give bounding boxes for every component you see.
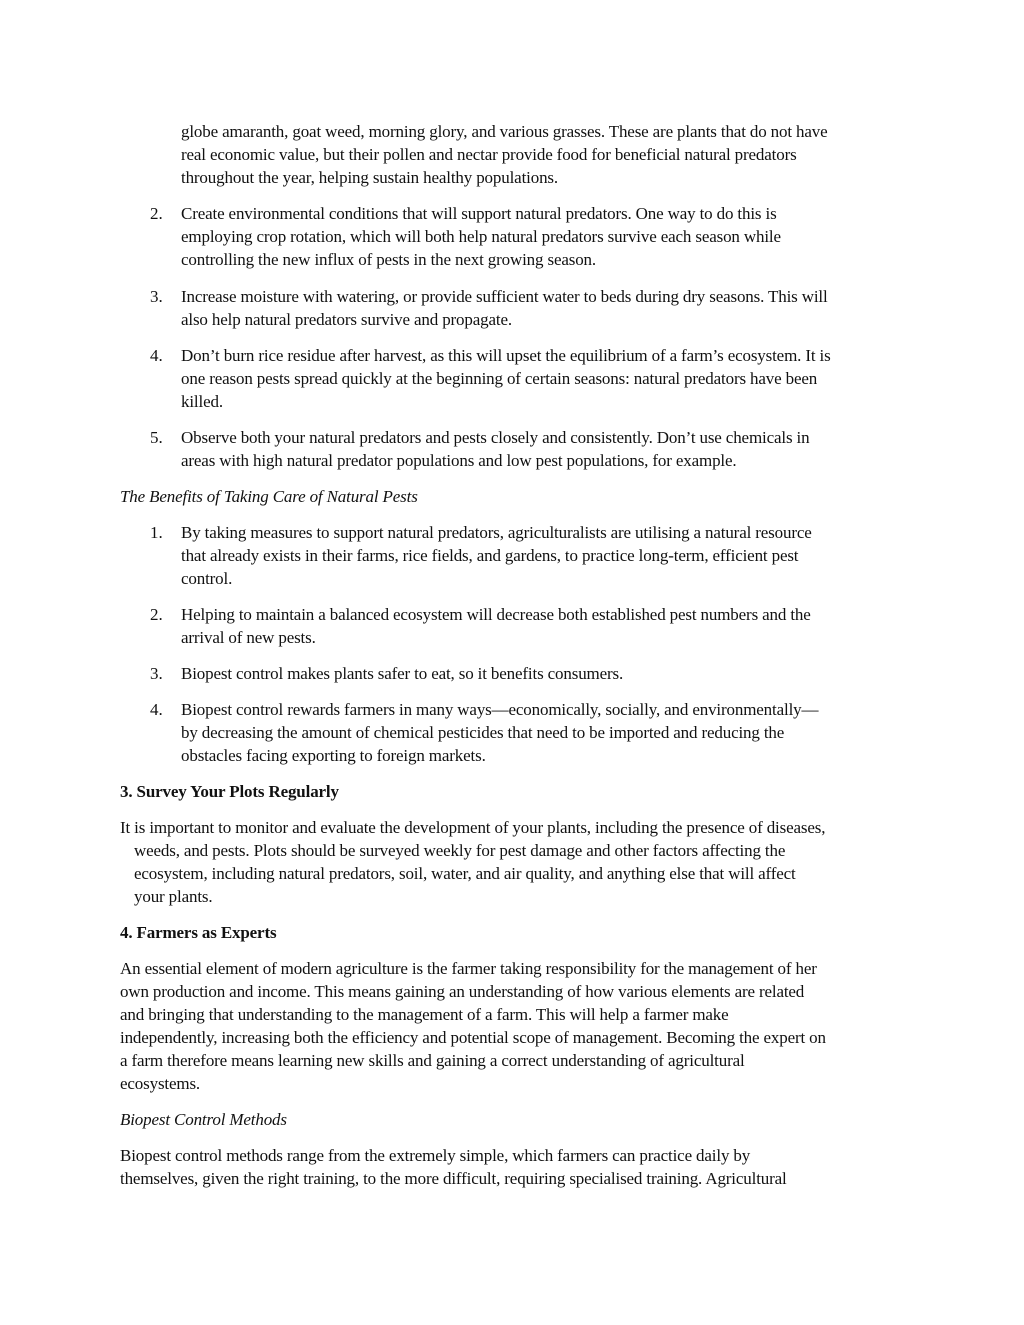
list-item-text: globe amaranth, goat weed, morning glory, and various grasses. These are plants that do not have	[181, 122, 828, 141]
paragraph-line: a farm therefore means learning new skills and gaining a correct understanding of agricultural	[120, 1051, 745, 1070]
paragraph-line: Biopest control methods range from the extremely simple, which farmers can practice daily by	[120, 1146, 751, 1165]
paragraph-line: weeds, and pests. Plots should be surveyed weekly for pest damage and other factors affecting the	[134, 841, 786, 860]
list-item-text: employing crop rotation, which will both help natural predators survive each season while	[181, 227, 781, 246]
list-item-text: By taking measures to support natural predators, agriculturalists are utilising a natural resource	[181, 523, 812, 542]
list-item-text: that already exists in their farms, rice fields, and gardens, to practice long-term, efficient pest	[181, 546, 799, 565]
list-item-text: also help natural predators survive and propagate.	[181, 310, 512, 329]
subheading-benefits: The Benefits of Taking Care of Natural Pests	[120, 487, 418, 506]
section-heading-farmers: 4. Farmers as Experts	[120, 923, 277, 942]
list-number: 3.	[150, 664, 163, 683]
paragraph-line: independently, increasing both the efficiency and potential scope of management. Becoming the expert on	[120, 1028, 826, 1047]
list-item-text: Create environmental conditions that will support natural predators. One way to do this is	[181, 204, 777, 223]
paragraph-line: It is important to monitor and evaluate the development of your plants, including the presence of diseases,	[120, 818, 826, 837]
section-heading-survey: 3. Survey Your Plots Regularly	[120, 782, 339, 801]
paragraph-line: own production and income. This means gaining an understanding of how various elements are related	[120, 982, 805, 1001]
paragraph-line: themselves, given the right training, to the more difficult, requiring specialised training. Agricultural	[120, 1169, 787, 1188]
list-item-text: one reason pests spread quickly at the beginning of certain seasons: natural predators have been	[181, 369, 818, 388]
list-item-text: Biopest control rewards farmers in many ways—economically, socially, and environmentally—	[181, 700, 819, 719]
list-item-text: Helping to maintain a balanced ecosystem will decrease both established pest numbers and the	[181, 605, 811, 624]
list-number: 1.	[150, 523, 163, 542]
paragraph-line: your plants.	[134, 887, 213, 906]
list-item-text: controlling the new influx of pests in the next growing season.	[181, 250, 597, 269]
list-item-text: real economic value, but their pollen and nectar provide food for beneficial natural predators	[181, 145, 797, 164]
list-item-text: killed.	[181, 392, 223, 411]
list-number: 3.	[150, 287, 163, 306]
list-number: 4.	[150, 346, 163, 365]
list-item-text: throughout the year, helping sustain healthy populations.	[181, 168, 558, 187]
list-item-text: obstacles facing exporting to foreign markets.	[181, 746, 486, 765]
list-item-text: control.	[181, 569, 233, 588]
list-item-text: by decreasing the amount of chemical pesticides that need to be imported and reducing the	[181, 723, 785, 742]
list-item-text: Observe both your natural predators and pests closely and consistently. Don’t use chemicals in	[181, 428, 810, 447]
paragraph-line: An essential element of modern agriculture is the farmer taking responsibility for the management of her	[120, 959, 817, 978]
subheading-methods: Biopest Control Methods	[120, 1110, 287, 1129]
list-number: 2.	[150, 204, 163, 223]
list-number: 5.	[150, 428, 163, 447]
list-item-text: Don’t burn rice residue after harvest, as this will upset the equilibrium of a farm’s ecosystem. It is	[181, 346, 831, 365]
list-item-text: areas with high natural predator populations and low pest populations, for example.	[181, 451, 737, 470]
list-item-text: Increase moisture with watering, or provide sufficient water to beds during dry seasons. This will	[181, 287, 828, 306]
paragraph-line: ecosystems.	[120, 1074, 201, 1093]
list-item-text: arrival of new pests.	[181, 628, 316, 647]
list-item-text: Biopest control makes plants safer to eat, so it benefits consumers.	[181, 664, 624, 683]
list-number: 4.	[150, 700, 163, 719]
paragraph-line: and bringing that understanding to the management of a farm. This will help a farmer make	[120, 1005, 729, 1024]
list-number: 2.	[150, 605, 163, 624]
paragraph-line: ecosystem, including natural predators, soil, water, and air quality, and anything else that will affect	[134, 864, 796, 883]
